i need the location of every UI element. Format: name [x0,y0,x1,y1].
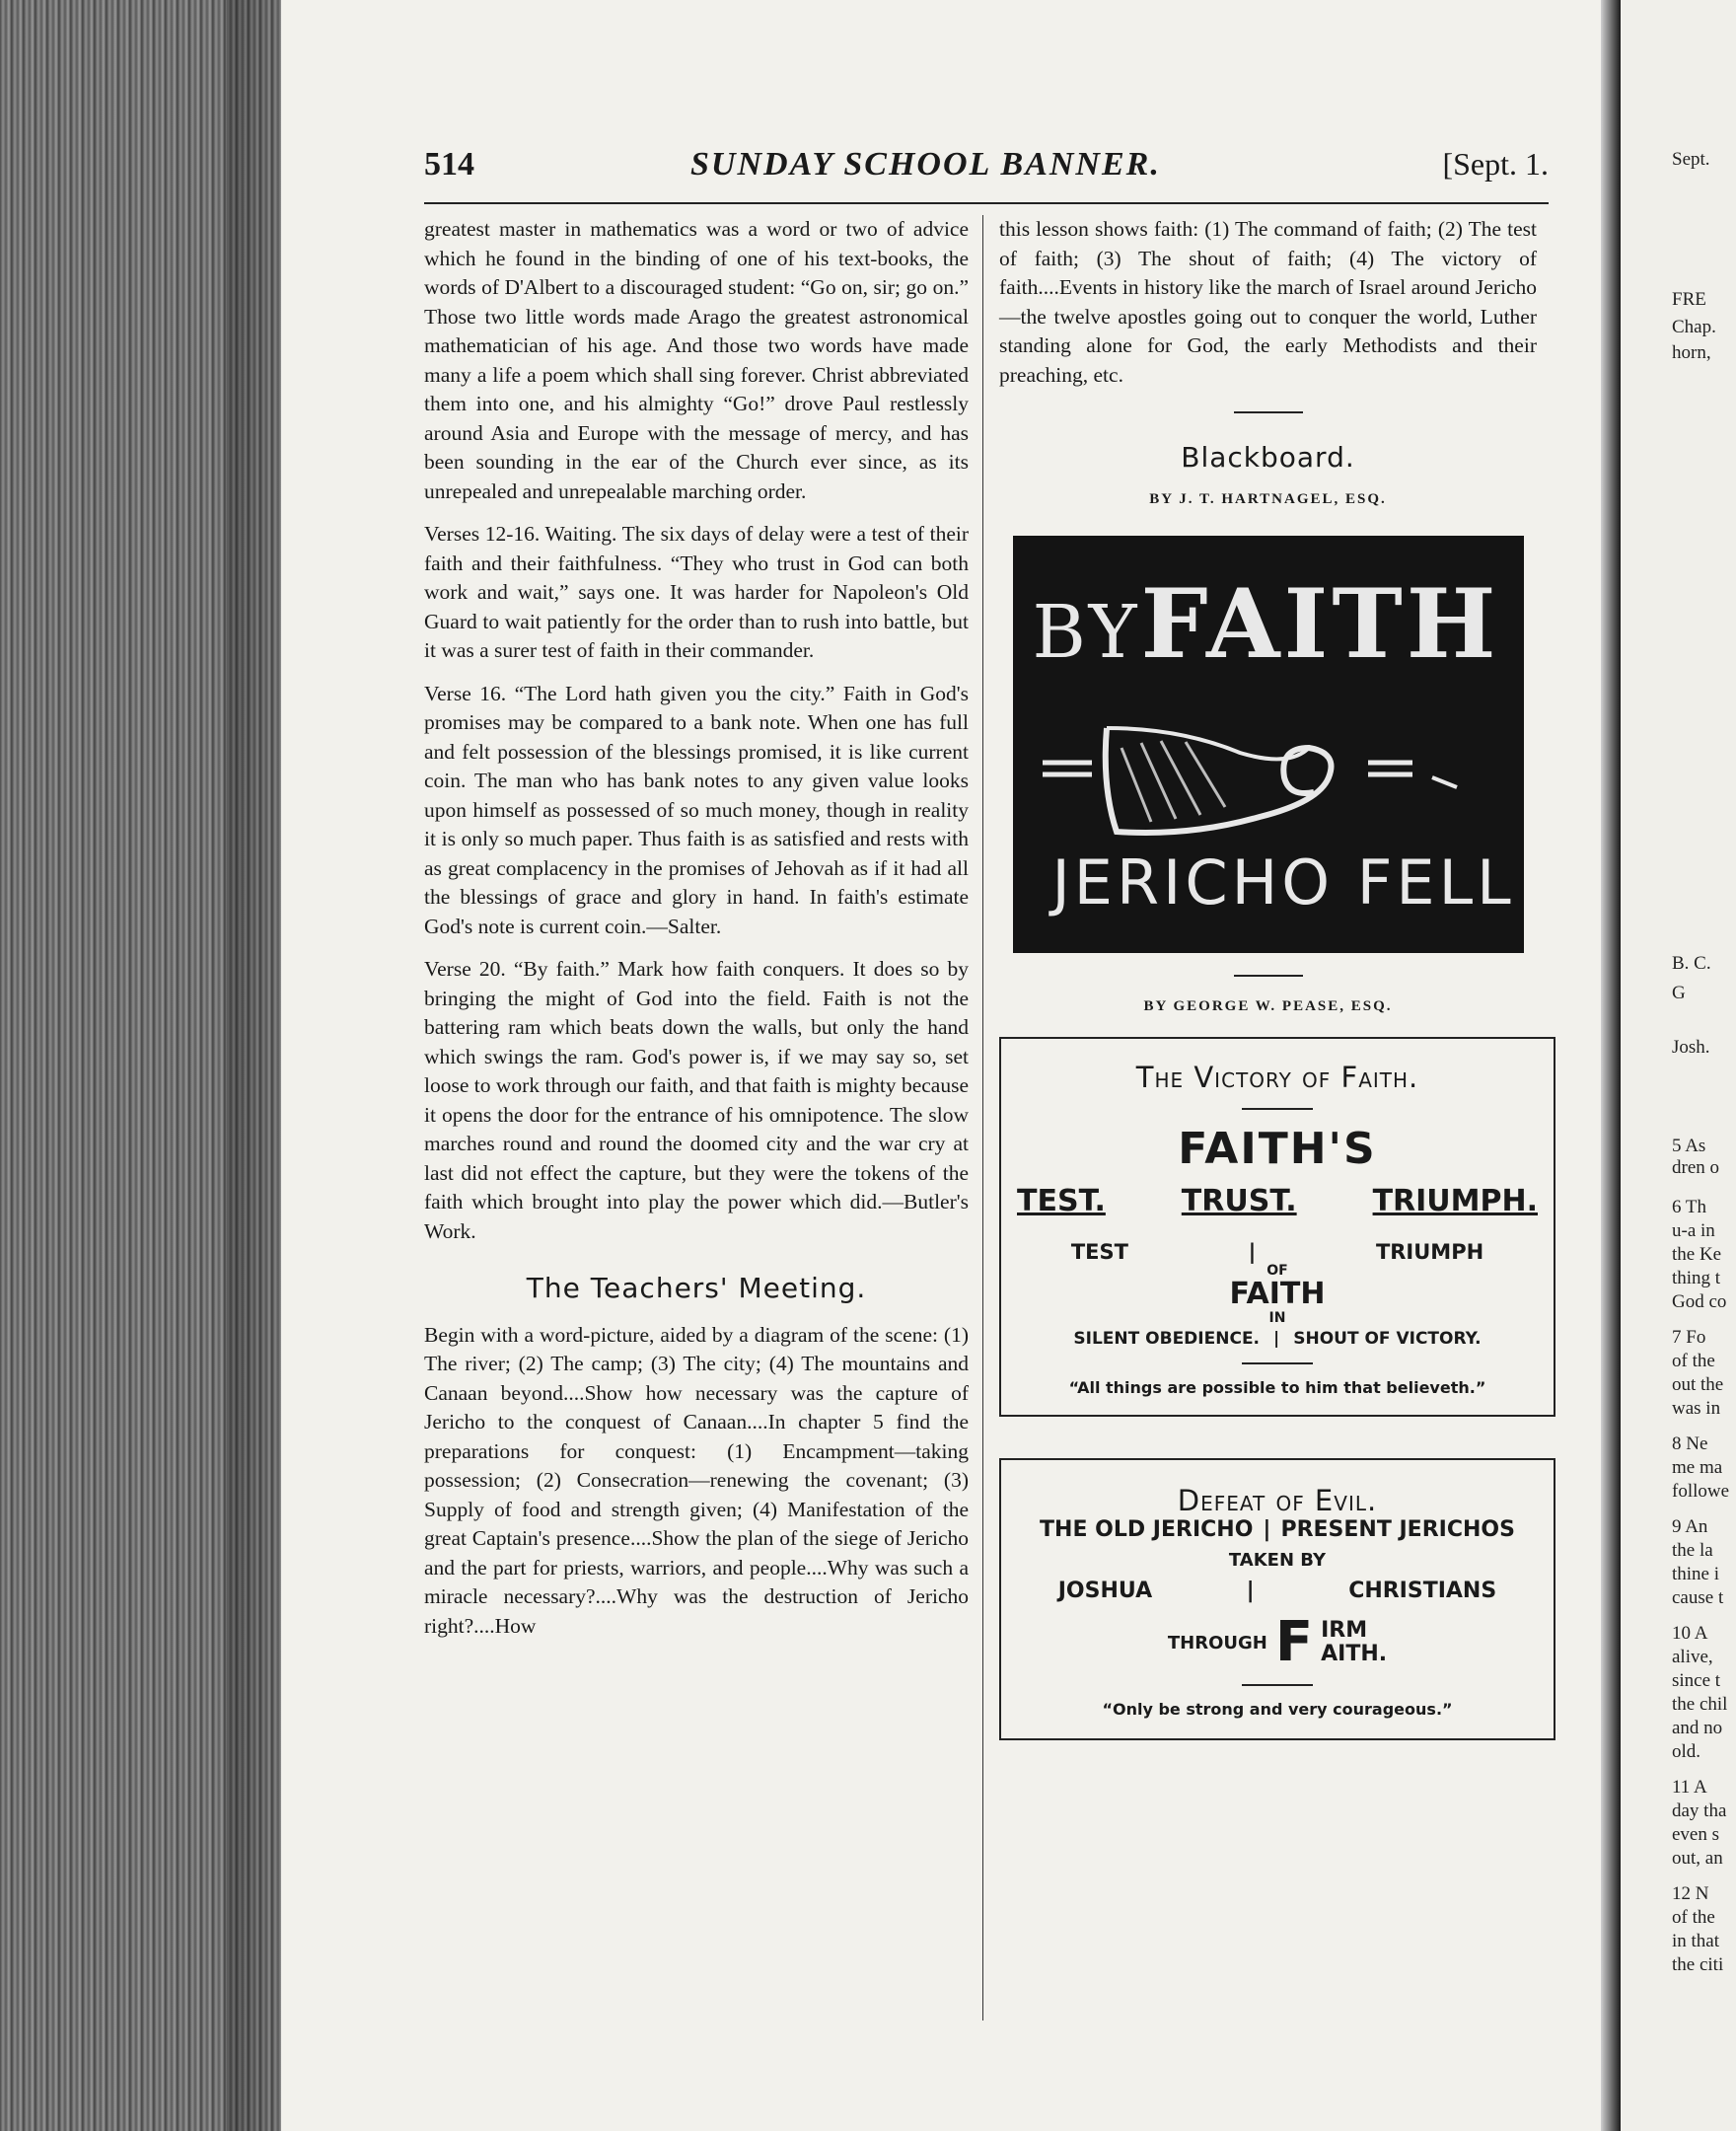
divider-bar: | [1246,1579,1255,1603]
obedience-victory-row [1011,1329,1544,1349]
next-page-line: and no [1672,1718,1723,1738]
page-number: 514 [424,146,474,183]
left-column [424,215,969,1654]
big-f: F [1274,1610,1314,1674]
next-page-line: 8 Ne [1672,1433,1708,1454]
next-page-line: alive, [1672,1647,1713,1667]
divider-bar: | [1248,1240,1257,1264]
next-page-line: cause t [1672,1587,1724,1608]
blackboard-heading: Blackboard. [1181,441,1355,474]
next-page-line: 11 A [1672,1777,1707,1798]
in-word: IN [1268,1310,1286,1326]
next-page-line: the la [1672,1540,1713,1561]
second-byline: BY GEORGE W. PEASE, ESQ. [1143,998,1393,1014]
book-edge-shadow [227,0,286,2131]
ram-horn-icon [1043,708,1496,856]
divider-bar: | [1273,1329,1280,1349]
old-jericho: THE OLD JERICHO [1040,1517,1254,1542]
blackboard-title [1032,568,1500,682]
faith-word: FAITH [1229,1277,1326,1311]
shout-of-victory: SHOUT OF VICTORY. [1293,1329,1482,1349]
next-page-line: the citi [1672,1954,1724,1975]
blackboard-illustration [1013,536,1524,953]
box-title: The Victory of Faith. [1135,1061,1419,1094]
column-divider [982,215,983,2021]
paragraph: Verse 20. “By faith.” Mark how faith conquers. It does so by bringing the might of God into the field. Faith is not the battering ram which beats down the walls, but only the hand which swings the ram. God's power is, if we may say so, set loose to work through our faith, and that faith is mighty because it opens the door for the entrance of his omnipotence. The slow marches round and round the doomed city and the war cry at last did not effect the capture, but they were the tokens of the faith which brought into play the power which did.—Butler's Work. [424,957,969,1243]
next-page-line: followe [1672,1481,1730,1502]
next-page-edge [1621,0,1736,2131]
trust-word: TRUST. [1181,1184,1297,1218]
gutter [1601,0,1621,2131]
next-page-line: even s [1672,1824,1720,1845]
paragraph: greatest master in mathematics was a word or two of advice which he found in the binding of one of his text-books, the words of D'Albert to a discouraged student: “Go on, sir; go on.” Those two little words made Arago the greatest astronomical mathematician of his age. And those two words have made many a life a poem which shall sing forever. Christ abbreviated them into one, and his almighty “Go!” drove Paul restlessly around Asia and Europe with the message of mercy, and has been sounding in the ear of the Church ever since, as its unrepealed and unrepealable marching order. [424,217,969,503]
next-page-line: 5 As [1672,1136,1706,1156]
teachers-meeting-heading: The Teachers' Meeting. [526,1272,867,1304]
victory-of-faith-box [999,1037,1555,1417]
jericho-row [1011,1517,1544,1542]
defeat-of-evil-box [999,1458,1555,1740]
triumph-label: TRIUMPH [1375,1240,1484,1264]
issue-date: [Sept. 1. [1442,146,1549,182]
journal-title: SUNDAY SCHOOL BANNER. [690,146,1161,183]
next-page-line: Chap. [1672,317,1716,337]
next-page-line: FRE [1672,289,1706,310]
test-triumph-row [1011,1240,1544,1264]
taken-by: TAKEN BY [1228,1550,1327,1571]
joshua-christians-row [1011,1579,1544,1603]
next-page-line: since t [1672,1670,1721,1691]
triumph-word: TRIUMPH. [1372,1184,1538,1218]
short-rule [1234,411,1303,413]
irm-aith-stack [1321,1619,1387,1666]
firm-faith-row [1011,1610,1544,1674]
next-page-line: dren o [1672,1157,1720,1178]
next-page-line: 10 A [1672,1623,1708,1644]
present-jerichos: PRESENT JERICHOS [1280,1517,1515,1542]
next-page-line: thine i [1672,1564,1720,1584]
running-head [424,146,1549,195]
blackboard-bottom-text: JERICHO FELL [1051,846,1515,919]
faiths-heading: FAITH'S [1178,1124,1377,1174]
paragraph: Verse 16. “The Lord hath given you the city.” Faith in God's promises may be compared to a bank note. When one has full and felt possession of the blessings promised, it is like current coin. The man who has bank notes to any given value looks upon himself as possessed of so much money, though in reality it is only so much paper. Thus faith is as satisfied and rests with as great complacency in the promises of Jehovah as if it had all the blessings of grace and glory in hand. In faith's estimate God's note is current coin.—Salter. [424,681,969,938]
box-motto: “All things are possible to him that believeth.” [1068,1378,1486,1397]
test-trust-triumph [1017,1184,1538,1218]
box-title: Defeat of Evil. [1177,1484,1378,1517]
paragraph: this lesson shows faith: (1) The command of faith; (2) The test of faith; (3) The shout of faith; (4) The victory of faith....Events in history like the march of Israel around Jericho—the twelve apostles going out to conquer the world, Luther standing alone for God, the early Methodists and their preaching, etc. [999,217,1537,387]
next-page-line: old. [1672,1741,1701,1762]
next-page-line: God co [1672,1291,1727,1312]
next-page-line: 7 Fo [1672,1327,1706,1348]
test-word: TEST. [1017,1184,1106,1218]
divider-bar: | [1263,1517,1271,1542]
joshua: JOSHUA [1057,1579,1153,1603]
christians: CHRISTIANS [1348,1579,1497,1603]
next-page-line: thing t [1672,1268,1721,1288]
aith: AITH. [1321,1642,1388,1666]
irm: IRM [1321,1618,1368,1643]
next-page-line: horn, [1672,342,1711,363]
blackboard-by: BY [1032,590,1141,675]
paragraph: Verses 12-16. Waiting. The six days of delay were a test of their faith and their faithfulness. “They who trust in God can both work and wait,” says one. It was harder for Napoleon's Old Guard to wait patiently for the order than to rush into battle, but it was a surer test of faith in their commander. [424,522,969,662]
blackboard-byline: BY J. T. HARTNAGEL, ESQ. [1149,491,1387,507]
through-word: THROUGH [1167,1632,1267,1653]
next-page-line: u-a in [1672,1220,1715,1241]
next-page-line: in that [1672,1931,1720,1951]
box-rule [1242,1684,1313,1686]
box-rule [1242,1108,1313,1110]
next-page-line: of the [1672,1907,1715,1928]
next-page-line: 12 N [1672,1883,1709,1904]
silent-obedience: SILENT OBEDIENCE. [1073,1329,1261,1349]
of-word: OF [1266,1263,1288,1279]
next-page-line: was in [1672,1398,1721,1419]
next-page-line: Josh. [1672,1037,1710,1058]
next-page-line: me ma [1672,1457,1723,1478]
next-page-line: Sept. [1672,149,1710,170]
next-page-line: G [1672,983,1686,1003]
next-page-line: day tha [1672,1800,1727,1821]
next-page-line: 6 Th [1672,1197,1707,1217]
next-page-line: out, an [1672,1848,1723,1869]
next-page-line: 9 An [1672,1516,1708,1537]
next-page-line: out the [1672,1374,1724,1395]
blackboard-faith: FAITH [1140,568,1500,680]
next-page-line: the chil [1672,1694,1728,1715]
box-motto: “Only be strong and very courageous.” [1102,1700,1453,1719]
test-label: TEST [1070,1240,1128,1264]
next-page-line: B. C. [1672,953,1711,974]
paragraph: Begin with a word-picture, aided by a diagram of the scene: (1) The river; (2) The camp; (3) The city; (4) The mountains and Canaan beyond....Show how necessary was the capture of Jericho to the conquest of Canaan....In chapter 5 find the preparations for conquest: (1) Encampment—taking possession; (2) Consecration—renewing the covenant; (3) Supply of food and strength given; (4) Manifestation of the great Captain's presence....Show the plan of the siege of Jericho and the part for priests, warriors, and people....Why was such a miracle necessary?....Why was the destruction of Jericho right?....How [424,1322,969,1638]
right-column [999,215,1537,1740]
header-rule [424,202,1549,204]
box-rule [1242,1362,1313,1364]
short-rule [1234,975,1303,977]
next-page-line: the Ke [1672,1244,1722,1265]
next-page-line: of the [1672,1351,1715,1371]
